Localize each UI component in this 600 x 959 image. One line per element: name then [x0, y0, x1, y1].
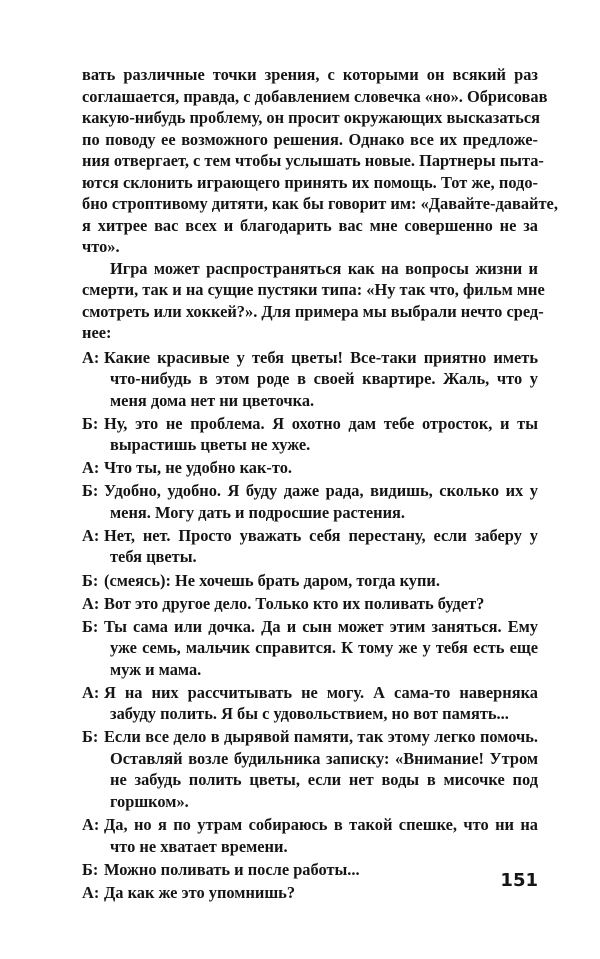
dialogue-line: [82, 814, 538, 857]
text-line: Ты сама или дочка. Да и сын может этим заняться. Ему: [104, 616, 538, 636]
dialogue-line: [82, 525, 538, 568]
dialogue-line: [82, 413, 538, 456]
dialogue-line: [82, 616, 538, 681]
text-line: Вот это другое дело. Только кто их поливать будет?: [104, 593, 485, 613]
text-line: забуду полить. Я бы с удовольствием, но вот память...: [110, 704, 509, 724]
text-line: я хитрее вас всех и благодарить вас мне совершенно не за: [82, 215, 538, 235]
text-line: Игра может распространяться как на вопросы жизни и: [110, 258, 538, 278]
text-line: Оставляй возле будильника записку: «Внимание! Утром: [110, 748, 538, 768]
speaker-label: А:: [82, 682, 100, 702]
text-line: вырастишь цветы не хуже.: [110, 435, 311, 455]
text-line: Ну, это не проблема. Я охотно дам тебе отросток, и ты: [104, 413, 538, 433]
paragraph: [82, 64, 558, 258]
speaker-label: Б:: [82, 727, 99, 747]
text-line: меня дома нет ни цветочка.: [110, 390, 315, 410]
speaker-label: Б:: [82, 413, 99, 433]
text-line: какую-нибудь проблему, он просит окружающих высказаться: [82, 108, 540, 127]
text-line: Какие красивые у тебя цветы! Все-таки приятно иметь: [104, 347, 538, 367]
dialogue-line: [82, 347, 538, 412]
speaker-label: А:: [82, 458, 100, 478]
text-line: меня. Могу дать и подросшие растения.: [110, 502, 406, 522]
text-line: смотреть или хоккей?». Для примера мы выбрали нечто сред-: [82, 301, 544, 321]
text-line: ются склонить играющего принять их помощь. Тот же, подо-: [82, 172, 538, 192]
dialogue-line: [82, 480, 538, 523]
dialogue-line: [82, 882, 538, 904]
text-line: соглашается, правда, с добавлением словечка «но». Обрисовав: [82, 86, 548, 106]
text-line: Что ты, не удобно как-то.: [104, 458, 293, 478]
speaker-label: Б:: [82, 859, 99, 879]
text-line: что-нибудь в этом роде в своей квартире. Жаль, что у: [110, 369, 538, 389]
text-line: смерти, так и на сущие пустяки типа: «Ну так что, фильм мне: [82, 280, 545, 299]
text-line: Да как же это упомнишь?: [104, 882, 296, 902]
speaker-label: Б:: [82, 570, 99, 590]
text-line: Удобно, удобно. Я буду даже рада, видишь, сколько их у: [104, 481, 538, 501]
text-line: муж и мама.: [110, 659, 202, 679]
text-line: Да, но я по утрам собираюсь в такой спешке, что ни на: [104, 815, 538, 835]
dialogue-line: [82, 682, 538, 725]
dialogue-line: [82, 570, 538, 592]
page-number: 151: [500, 870, 538, 891]
speaker-label: Б:: [82, 481, 99, 501]
text-line: по поводу ее возможного решения. Однако все их предложе-: [82, 129, 538, 149]
speaker-label: А:: [82, 882, 100, 902]
text-line: Если все дело в дырявой памяти, так этому легко помочь.: [104, 727, 538, 747]
text-line: горшком».: [110, 791, 189, 811]
dialogue-line: [82, 457, 538, 479]
text-line: (смеясь): Не хочешь брать даром, тогда купи.: [104, 570, 440, 590]
text-line: ния отвергает, с тем чтобы услышать новые. Партнеры пыта-: [82, 151, 544, 170]
speaker-label: Б:: [82, 616, 99, 636]
text-line: что не хватает времени.: [110, 836, 288, 856]
text-line: Нет, нет. Просто уважать себя перестану, если заберу у: [104, 525, 538, 545]
speaker-label: А:: [82, 815, 100, 835]
speaker-label: А:: [82, 593, 100, 613]
paragraph: [82, 258, 545, 344]
text-line: что».: [82, 237, 120, 256]
dialogue-line: [82, 859, 538, 881]
dialogue-line: [82, 593, 538, 615]
book-page-text: [82, 64, 558, 903]
text-line: нее:: [82, 323, 112, 342]
text-line: тебя цветы.: [110, 547, 197, 567]
dialogue-line: [82, 726, 538, 812]
speaker-label: А:: [82, 347, 100, 367]
text-line: вать различные точки зрения, с которыми он всякий раз: [82, 65, 538, 84]
text-line: Можно поливать и после работы...: [104, 859, 360, 879]
text-line: уже семь, мальчик справится. К тому же у тебя есть еще: [110, 638, 538, 658]
text-line: бно строптивому дитяти, как бы говорит им: «Давайте-давайте,: [82, 194, 558, 213]
text-line: Я на них рассчитывать не могу. А сама-то наверняка: [104, 682, 538, 702]
speaker-label: А:: [82, 525, 100, 545]
text-line: не забудь полить цветы, если нет воды в мисочке под: [110, 770, 538, 790]
